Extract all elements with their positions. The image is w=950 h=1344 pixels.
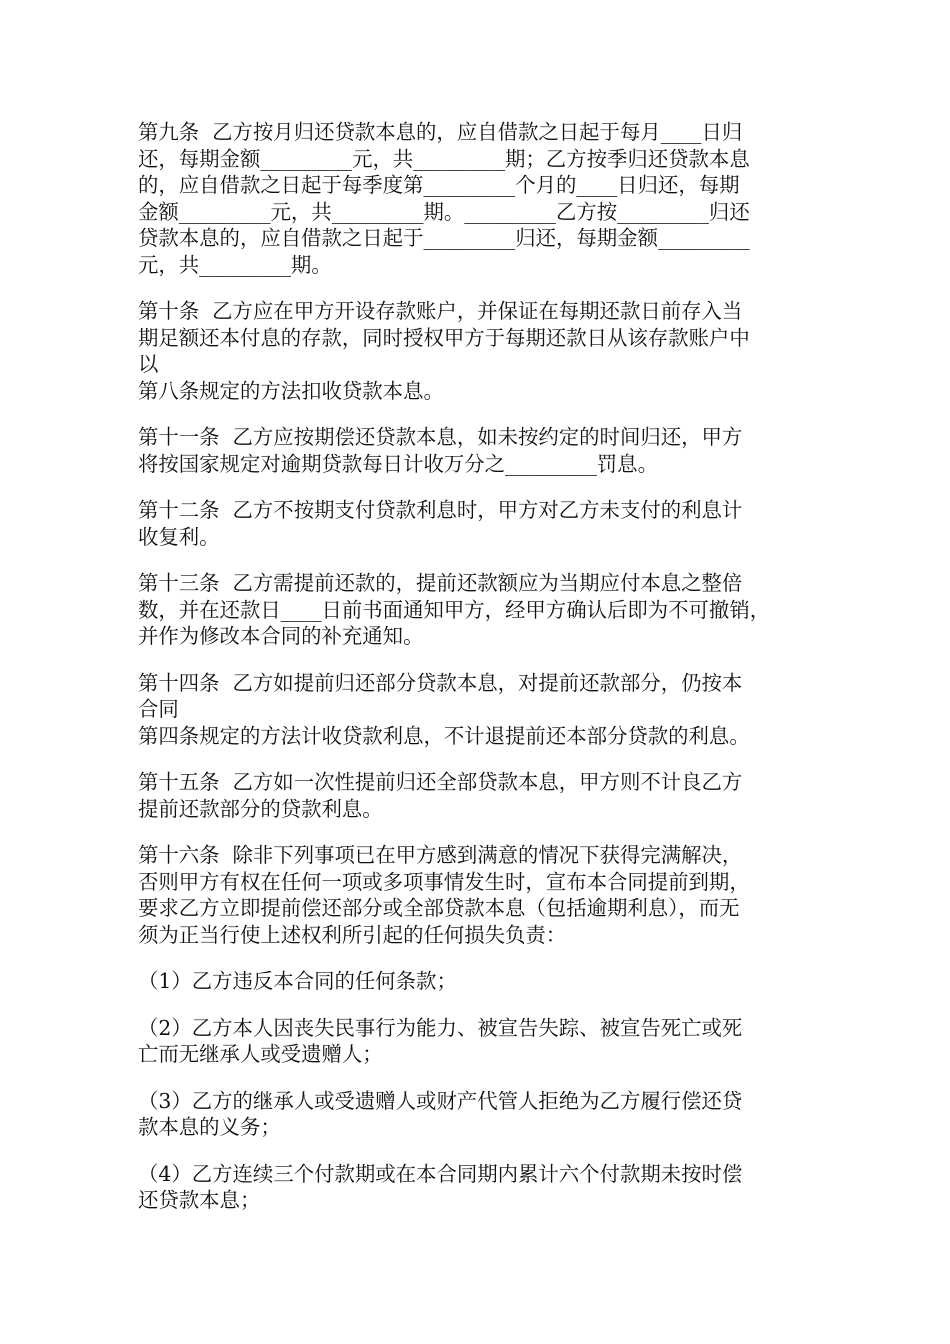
text-line: 期足额还本付息的存款，同时授权甲方于每期还款日从该存款账户中 bbox=[138, 325, 750, 350]
text-line: 须为正当行使上述权利所引起的任何损失负责： bbox=[138, 922, 567, 947]
article-11-paragraph bbox=[138, 424, 828, 477]
text-line: 还，每期金额_________元，共_________期；乙方按季归还贷款本息 bbox=[138, 146, 750, 171]
text-line: 第十五条 乙方如一次性提前归还全部贷款本息，甲方则不计良乙方 bbox=[138, 770, 743, 794]
text-line: 以 bbox=[138, 352, 159, 376]
clause-item-4 bbox=[138, 1161, 828, 1214]
article-10-paragraph bbox=[138, 298, 828, 404]
text-line: 款本息的义务； bbox=[138, 1115, 281, 1139]
article-15-paragraph bbox=[138, 769, 828, 822]
text-line: 第十条 乙方应在甲方开设存款账户，并保证在每期还款日前存入当 bbox=[138, 299, 743, 323]
text-line: 收复利。 bbox=[138, 524, 220, 549]
text-line: 第八条规定的方法扣收贷款本息。 bbox=[138, 378, 444, 403]
text-line: （2）乙方本人因丧失民事行为能力、被宣告失踪、被宣告死亡或死 bbox=[138, 1015, 743, 1040]
text-line: 第十三条 乙方需提前还款的，提前还款额应为当期应付本息之整倍 bbox=[138, 571, 743, 595]
article-9-paragraph bbox=[138, 119, 828, 278]
text-line: 元，共_________期。 bbox=[138, 252, 332, 277]
document-page bbox=[138, 119, 828, 1234]
text-line: 提前还款部分的贷款利息。 bbox=[138, 796, 383, 821]
article-16-paragraph bbox=[138, 842, 828, 948]
text-line: 亡而无继承人或受遗赠人； bbox=[138, 1042, 383, 1066]
clause-item-3 bbox=[138, 1088, 828, 1141]
article-12-paragraph bbox=[138, 497, 828, 550]
text-line: 数，并在还款日____日前书面通知甲方，经甲方确认后即为不可撤销， bbox=[138, 597, 771, 622]
text-line: 否则甲方有权在任何一项或多项事情发生时，宣布本合同提前到期， bbox=[138, 869, 750, 894]
text-line: 合同 bbox=[138, 697, 179, 721]
text-line: 并作为修改本合同的补充通知。 bbox=[138, 624, 424, 648]
text-line: 要求乙方立即提前偿还部分或全部贷款本息（包括逾期利息），而无 bbox=[138, 896, 740, 920]
text-line: （1）乙方违反本合同的任何条款； bbox=[138, 969, 457, 993]
text-line: 第十四条 乙方如提前归还部分贷款本息，对提前还款部分，仍按本 bbox=[138, 670, 743, 695]
text-line: 第九条 乙方按月归还贷款本息的，应自借款之日起于每月____日归 bbox=[138, 120, 743, 144]
clause-item-1 bbox=[138, 968, 828, 995]
text-line: 第四条规定的方法计收贷款利息，不计退提前还本部分贷款的利息。 bbox=[138, 723, 750, 748]
article-14-paragraph bbox=[138, 670, 828, 750]
text-line: （4）乙方连续三个付款期或在本合同期内累计六个付款期未按时偿 bbox=[138, 1161, 743, 1186]
text-line: 贷款本息的，应自借款之日起于_________归还，每期金额_________ bbox=[138, 226, 750, 250]
text-line: 的，应自借款之日起于每季度第_________个月的____日归还，每期 bbox=[138, 173, 740, 197]
text-line: 第十二条 乙方不按期支付贷款利息时，甲方对乙方未支付的利息计 bbox=[138, 498, 743, 522]
text-line: 将按国家规定对逾期贷款每日计收万分之_________罚息。 bbox=[138, 451, 658, 476]
text-line: 第十六条 除非下列事项已在甲方感到满意的情况下获得完满解决， bbox=[138, 843, 743, 867]
text-line: 还贷款本息； bbox=[138, 1188, 261, 1212]
text-line: 金额_________元，共_________期。_________乙方按_________归还 bbox=[138, 199, 750, 224]
article-13-paragraph bbox=[138, 570, 828, 650]
clause-item-2 bbox=[138, 1015, 828, 1068]
text-line: 第十一条 乙方应按期偿还贷款本息，如未按约定的时间归还，甲方 bbox=[138, 425, 743, 449]
text-line: （3）乙方的继承人或受遗赠人或财产代管人拒绝为乙方履行偿还贷 bbox=[138, 1088, 743, 1113]
